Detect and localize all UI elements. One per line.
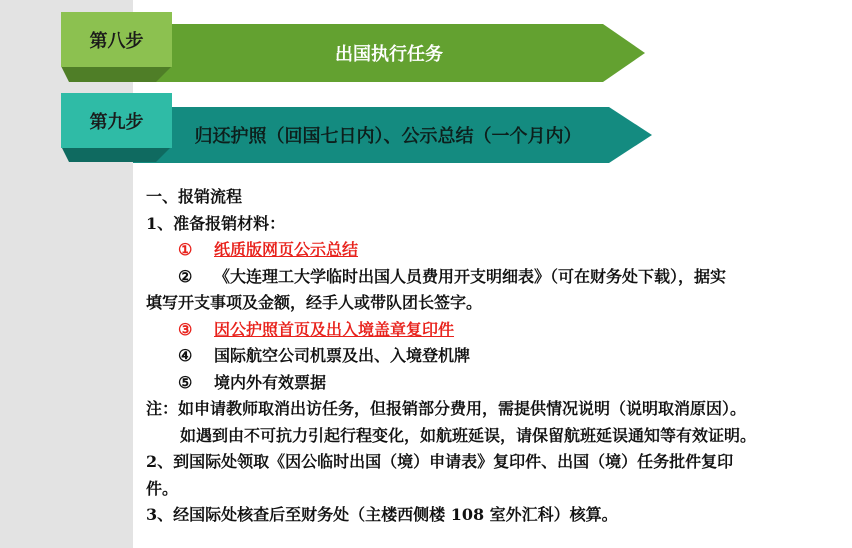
material-item-3	[146, 317, 846, 344]
heading-reimbursement-process: 一、报销流程	[146, 187, 243, 206]
reimbursement-content	[146, 184, 846, 529]
material-number: ②	[178, 266, 193, 286]
step-9-label: 第九步	[61, 93, 172, 148]
material-item-1	[146, 237, 846, 264]
step-9-title: 归还护照（回国七日内）、公示总结（一个月内）	[194, 126, 582, 147]
item-2-collect-form: 2、到国际处领取《因公临时出国（境）申请表》复印件、出国（境）任务批件复印	[146, 452, 734, 471]
note-force-majeure: 如遇到由不可抗力引起行程变化，如航班延误，请保留航班延误通知等有效证明。	[180, 425, 757, 445]
step-8-label: 第八步	[61, 12, 172, 67]
material-number: ④	[178, 346, 193, 365]
material-item-2-continuation: 填写开支事项及金额，经手人或带队团长签字。	[146, 293, 483, 312]
material-item-4	[146, 343, 846, 370]
material-text: 因公护照首页及出入境盖章复印件	[214, 319, 455, 339]
item-2-continuation: 件。	[146, 478, 179, 498]
step-8-title: 出国执行任务	[335, 44, 443, 65]
material-text: 境内外有效票据	[214, 372, 327, 392]
item-3-finance-check: 3、经国际处核查后至财务处（主楼西侧楼 108 室外汇科）核算。	[146, 505, 618, 524]
material-text: 《大连理工大学临时出国人员费用开支明细表》（可在财务处下载），据实	[214, 266, 727, 286]
material-number: ③	[178, 319, 193, 339]
step-9-box-shadow	[61, 146, 172, 164]
heading-prepare-materials: 1、准备报销材料：	[146, 213, 286, 233]
step-8-box-shadow	[61, 66, 172, 84]
material-item-2	[146, 264, 846, 291]
note-cancel-visit: 注：如申请教师取消出访任务，但报销部分费用，需提供情况说明（说明取消原因）。	[146, 399, 747, 418]
material-number: ①	[178, 240, 193, 259]
material-number: ⑤	[178, 372, 193, 392]
material-item-5	[146, 370, 846, 397]
material-text: 国际航空公司机票及出、入境登机牌	[214, 346, 471, 365]
material-text: 纸质版网页公示总结	[214, 240, 359, 259]
